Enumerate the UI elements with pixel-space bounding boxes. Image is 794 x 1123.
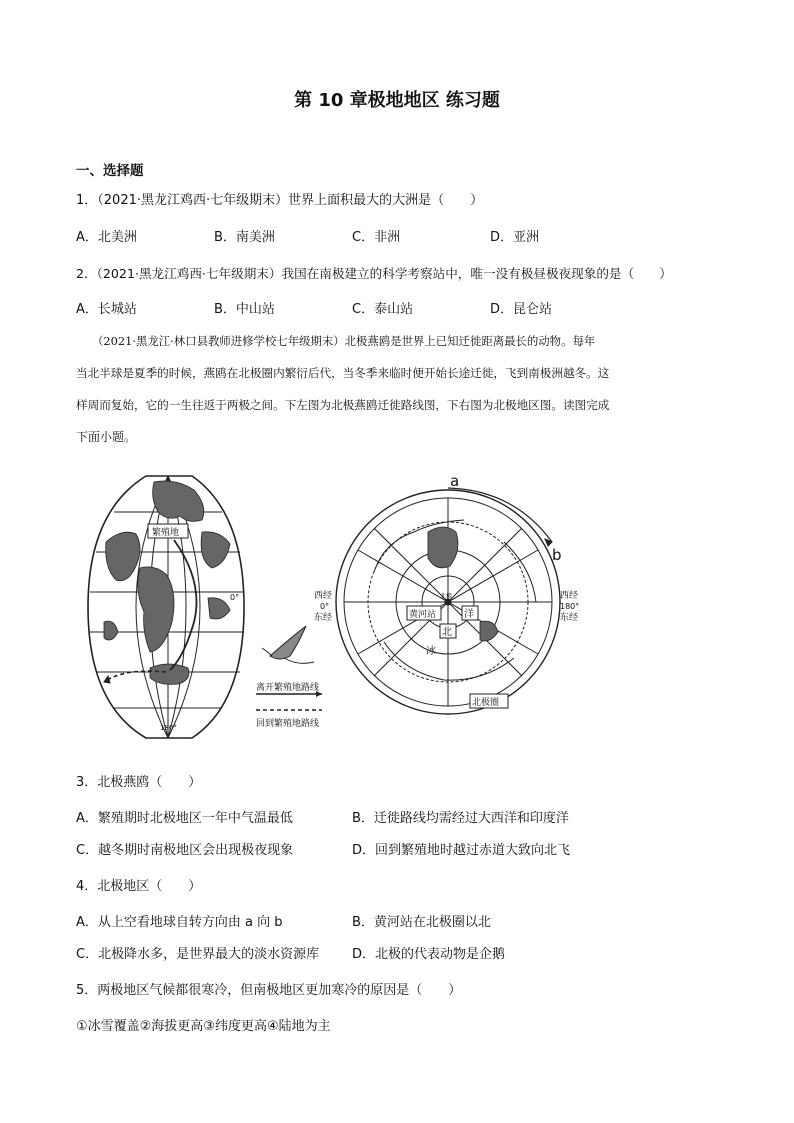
legend-depart-label: 离开繁殖地路线 xyxy=(256,683,320,693)
question-2-option-d[interactable]: D．昆仑站 xyxy=(490,302,553,317)
question-4-option-a[interactable]: A．从上空看地球自转方向由 a 向 b xyxy=(76,915,283,930)
question-4-option-d[interactable]: D．北极的代表动物是企鹅 xyxy=(352,947,506,962)
question-3-option-d[interactable]: D．回到繁殖地时越过赤道大致向北飞 xyxy=(352,843,571,858)
figure-maps xyxy=(84,472,594,742)
question-5-stem: 5．两极地区气候都很寒冷，但南极地区更加寒冷的原因是（ ） xyxy=(76,983,462,998)
question-1-option-d[interactable]: D．亚洲 xyxy=(490,230,540,245)
question-5-choices: ①冰雪覆盖②海拔更高③纬度更高④陆地为主 xyxy=(76,1019,331,1034)
label-a: a xyxy=(450,472,460,490)
question-2-option-a[interactable]: A．长城站 xyxy=(76,302,137,317)
passage-line-2: 当北半球是夏季的时候，燕鸥在北极圈内繁衍后代，当冬季来临时便开始长途迁徙，飞到南极洲越冬。这 xyxy=(76,366,610,380)
west-longitude-label-right: 西经 xyxy=(560,591,579,601)
left-map-lon-0: 0° xyxy=(230,593,240,602)
right-map-lon-0: 0° xyxy=(320,602,330,611)
question-2-option-c[interactable]: C．泰山站 xyxy=(352,302,414,317)
question-4-stem: 4．北极地区（ ） xyxy=(76,879,202,894)
arctic-tern-drawing xyxy=(262,626,314,663)
question-3-option-c[interactable]: C．越冬期时南极地区会出现极夜现象 xyxy=(76,843,294,858)
question-3-option-b[interactable]: B．迁徙路线均需经过大西洋和印度洋 xyxy=(352,811,569,826)
question-2-option-b[interactable]: B．中山站 xyxy=(214,302,275,317)
legend-return-label: 回到繁殖地路线 xyxy=(256,719,320,729)
east-longitude-label-right: 东经 xyxy=(560,613,579,623)
yellow-river-station-label: 黄河站 xyxy=(409,610,437,620)
page-title: 第 10 章极地地区 练习题 xyxy=(294,90,500,111)
breeding-ground-label: 繁殖地 xyxy=(152,528,180,538)
north-char-label: 北 xyxy=(442,627,452,638)
question-3-stem: 3．北极燕鸥（ ） xyxy=(76,775,202,790)
ice-char-label: 冰 xyxy=(426,646,436,657)
north-pole-label: 北极 xyxy=(440,593,453,600)
passage-line-3: 样周而复始，它的一生往返于两极之间。下左图为北极燕鸥迁徙路线图，下右图为北极地区图。读图完成 xyxy=(76,398,610,412)
east-longitude-label: 东经 xyxy=(314,613,333,623)
question-1-option-b[interactable]: B．南美洲 xyxy=(214,230,275,245)
passage-line-1: （2021·黑龙江·林口县教师进修学校七年级期末）北极燕鸥是世界上已知迁徙距离最长的动物。每年 xyxy=(92,334,596,348)
arctic-circle-label: 北极圈 xyxy=(472,698,500,708)
section-title: 一、选择题 xyxy=(76,163,144,179)
question-1-option-c[interactable]: C．非洲 xyxy=(352,230,401,245)
question-1-option-a[interactable]: A．北美洲 xyxy=(76,230,137,245)
question-4-option-c[interactable]: C．北极降水多，是世界最大的淡水资源库 xyxy=(76,947,320,962)
question-2-stem: 2．（2021·黑龙江鸡西·七年级期末）我国在南极建立的科学考察站中，唯一没有极昼极夜现象的是（ ） xyxy=(76,266,672,281)
left-map-lon-180: 180° xyxy=(160,724,177,732)
question-4-option-b[interactable]: B．黄河站在北极圈以北 xyxy=(352,915,491,930)
label-b: b xyxy=(552,546,562,564)
ocean-char-label: 洋 xyxy=(464,609,474,620)
arctic-polar-map xyxy=(336,488,560,714)
passage-line-4: 下面小题。 xyxy=(76,430,137,444)
question-1-stem: 1．（2021·黑龙江鸡西·七年级期末）世界上面积最大的大洲是（ ） xyxy=(76,193,484,208)
right-map-lon-180: 180° xyxy=(560,602,580,611)
west-longitude-label: 西经 xyxy=(314,591,333,601)
question-3-option-a[interactable]: A．繁殖期时北极地区一年中气温最低 xyxy=(76,811,293,826)
migration-route-map xyxy=(88,476,244,738)
